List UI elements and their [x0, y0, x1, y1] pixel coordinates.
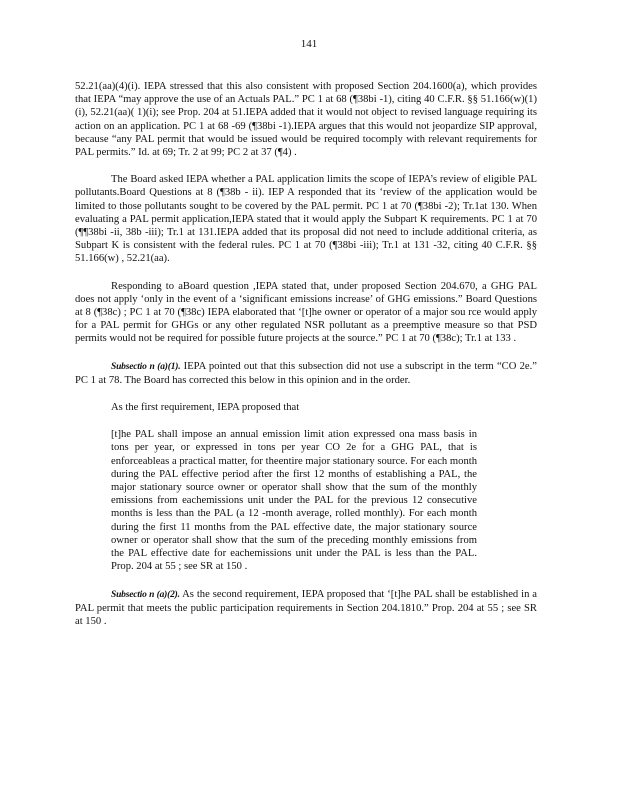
subsection-a2-text: As the second requirement, IEPA proposed that ‘[t]he PAL shall be established in a PAL permit that meets the public participation requirements in Section 204.1810.” Prop. 204 at 55 ; see SR at 150 . — [75, 588, 537, 627]
paragraph-pal-application-scope: The Board asked IEPA whether a PAL application limits the scope of IEPA’s review of eligible PAL pollutants.Board Questions at 8 (¶38b - ii). IEP A responded that its ‘review of the application would be limited to those pollutants sought to be covered by the PAL permit. PC 1 at 70 (¶38bi -2); Tr.1at 130. When evaluating a PAL permit application,IEPA stated that it would apply the Subpart K requirements. PC 1 at 70 (¶¶38bi -ii, 38b -iii); Tr.1 at 131.IEPA added that its proposal did not need to include additional criteria, as Subpart K is consistent with the federal rules. PC 1 at 70 (¶38bi -iii); Tr.1 at 131 -32, citing 40 C.F.R. §§ 51.166(w) , 52.21(aa). — [75, 174, 537, 265]
paragraph-subsection-a1 — [75, 360, 537, 387]
first-requirement-intro: As the first requirement, IEPA proposed that — [111, 402, 300, 414]
subsection-a1-heading: Subsectio n (a)(1). — [111, 361, 181, 372]
paragraph-subsection-a2 — [75, 588, 537, 629]
paragraph-actuals-pal: 52.21(aa)(4)(i). IEPA stressed that this also consistent with proposed Section 204.1600(a), which provides that IEPA “may approve the use of an Actuals PAL.” PC 1 at 68 (¶38bi -1), citing 40 C.F.R. §§ 51.166(w)(1)(i), 52.21(aa)( 1)(i); see Prop. 204 at 51.IEPA added that it would not object to revised language requiring its action on an application. PC 1 at 68 -69 (¶38bi -1).IEPA argues that this would not jeopardize SIP approval, because “any PAL permit that would be issued would be required tocomply with relevant requirements for PAL permits.” Id. at 69; Tr. 2 at 99; PC 2 at 37 (¶4) . — [75, 81, 537, 159]
paragraph-ghg-pal: Responding to aBoard question ,IEPA stated that, under proposed Section 204.670, a GHG PAL does not apply ‘only in the event of a ‘significant emissions increase’ of GHG emissions.” Board Questions at 8 (¶38c) ; PC 1 at 70 (¶38c) IEPA elaborated that ‘[t]he owner or operator of a major sou rce would apply for a PAL permit for GHGs or any other regulated NSR pollutant as a preemptive measure so that PSD permits would not be required for possible future projects at the source.” PC 1 at 70 (¶38c); Tr.1 at 133 . — [75, 280, 537, 345]
subsection-a1-text: IEPA pointed out that this subsection did not use a subscript in the term “CO 2e.” PC 1 at 78. The Board has corrected this below in this opinion and in the order. — [75, 360, 537, 386]
document-body — [75, 80, 537, 642]
page-number: 141 — [300, 38, 318, 50]
block-quote-pal-limit: [t]he PAL shall impose an annual emission limit ation expressed ona mass basis in tons per year, or expressed in tons per year CO 2e for a GHG PAL, that is enforceableas a practical matter, for theentire major stationary source. For each month during the PAL effective period after the first 12 months of establishing a PAL, the major stationary source owner or operator shall show that the sum of the monthly emissions from eachemissions unit under the PAL for the previous 12 consecutive months is less than the PAL (a 12 -month average, rolled monthly). For each month during the first 11 months from the PAL effective date, the major stationary source owner or operator shall show that the sum of the preceding monthly emissions from the PAL effective date for eachemissions unit under the PAL is less than the PAL. Prop. 204 at 55 ; see SR at 150 . — [111, 429, 477, 573]
subsection-a2-heading: Subsectio n (a)(2). — [111, 589, 180, 600]
